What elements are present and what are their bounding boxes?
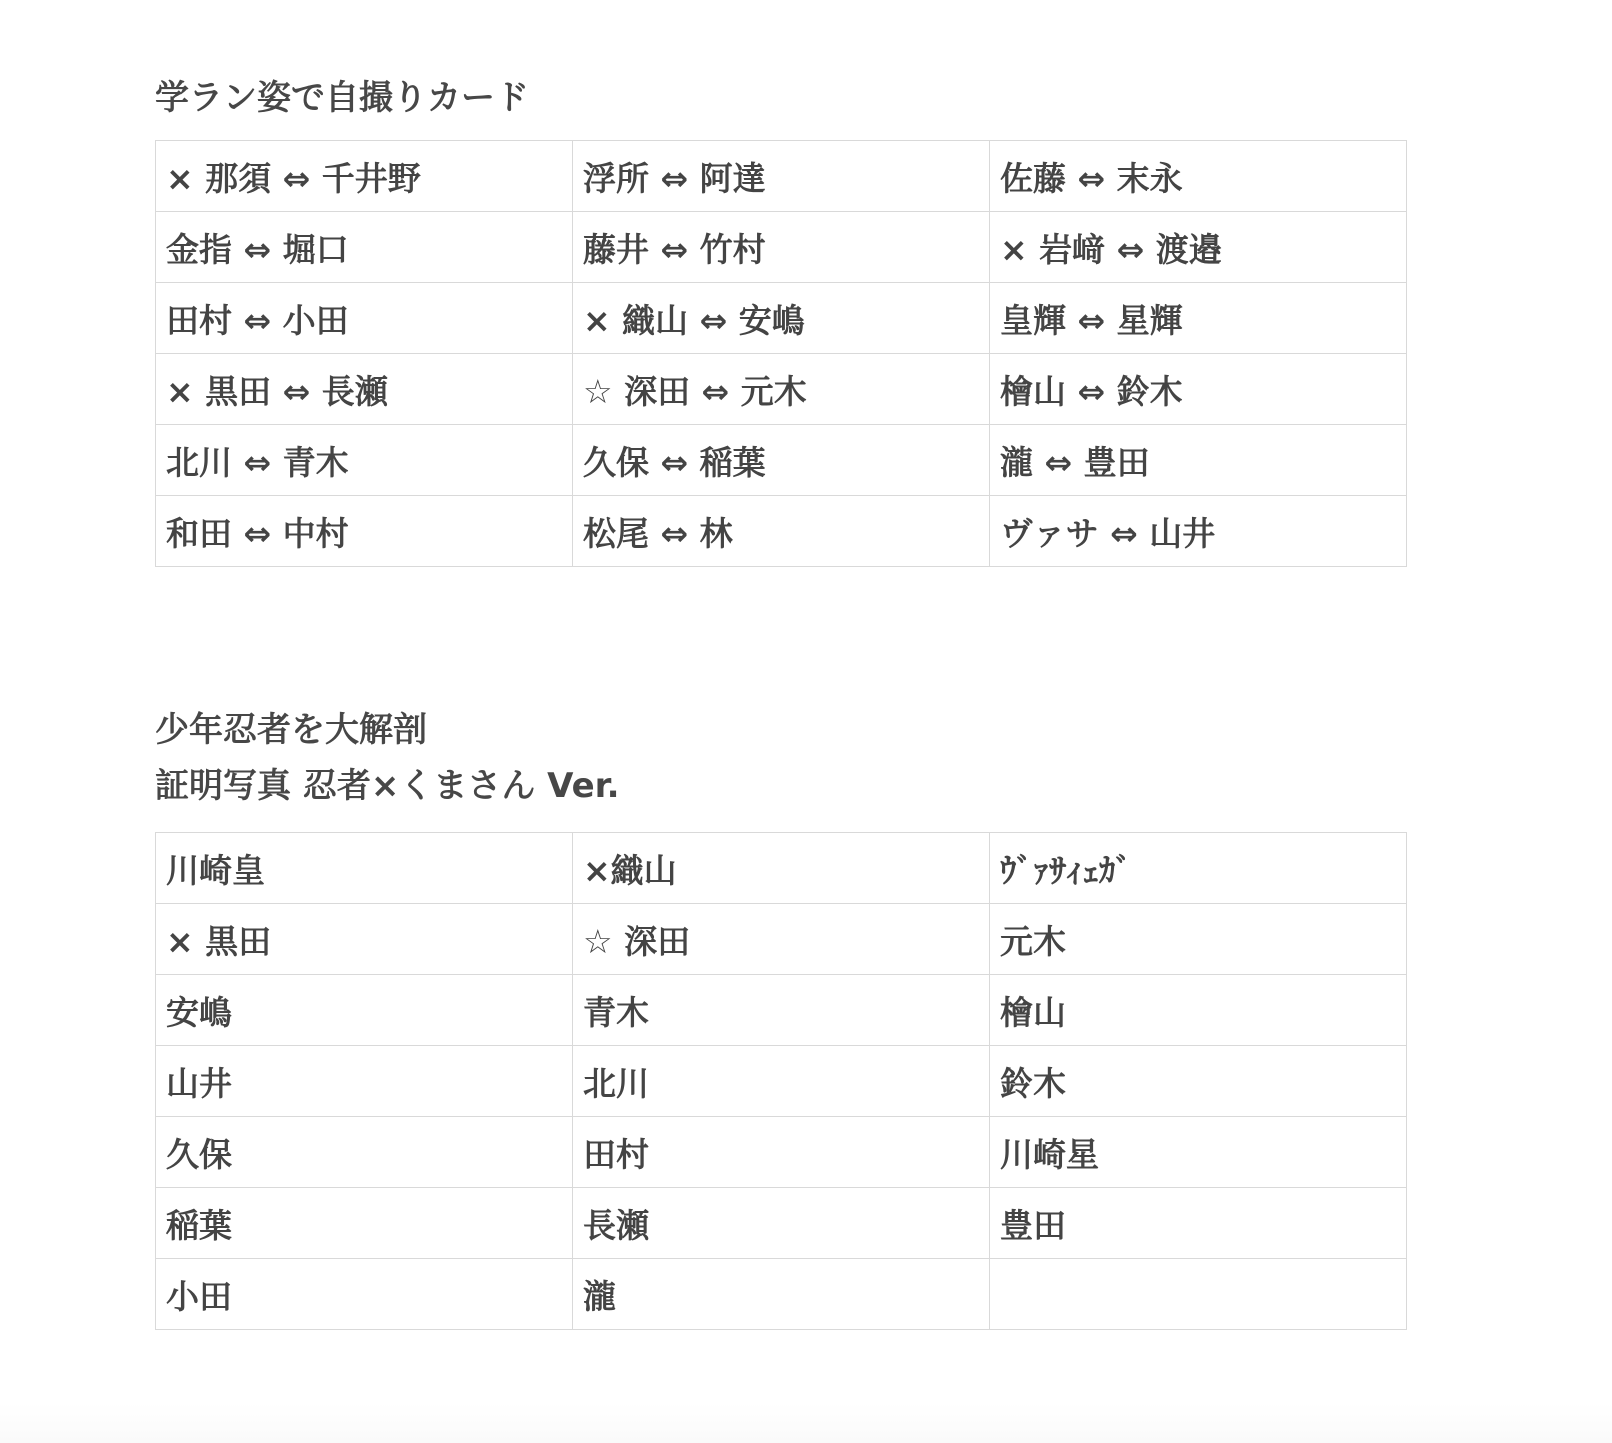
table-cell: ×織山 xyxy=(573,833,990,904)
section-title-line-2: 証明写真 忍者×くまさん Ver. xyxy=(155,766,620,806)
table-cell: 長瀬 xyxy=(573,1188,990,1259)
table-cell: × 岩﨑 ⇔ 渡邉 xyxy=(990,212,1407,283)
table-cell: 小田 xyxy=(156,1259,573,1330)
table-cell: 藤井 ⇔ 竹村 xyxy=(573,212,990,283)
table-cell: 檜山 xyxy=(990,975,1407,1046)
table-row xyxy=(156,904,1407,975)
table-cell: 佐藤 ⇔ 末永 xyxy=(990,141,1407,212)
table-cell: 檜山 ⇔ 鈴木 xyxy=(990,354,1407,425)
table-cell: ｳﾞｧｻｨｪｶﾞ xyxy=(990,833,1407,904)
table-row xyxy=(156,833,1407,904)
table-cell: 金指 ⇔ 堀口 xyxy=(156,212,573,283)
section-title-line-1: 少年忍者を大解剖 xyxy=(155,710,427,750)
table-cell xyxy=(990,1259,1407,1330)
id-photo-table xyxy=(155,832,1407,1330)
table-row xyxy=(156,496,1407,567)
table-cell: 元木 xyxy=(990,904,1407,975)
table-row xyxy=(156,425,1407,496)
table-row xyxy=(156,212,1407,283)
table-cell: × 那須 ⇔ 千井野 xyxy=(156,141,573,212)
table-cell: ☆ 深田 xyxy=(573,904,990,975)
table-cell: 久保 ⇔ 稲葉 xyxy=(573,425,990,496)
selfie-card-table xyxy=(155,140,1407,567)
table-row xyxy=(156,283,1407,354)
table-cell: 川崎皇 xyxy=(156,833,573,904)
section-title: 学ラン姿で自撮りカード xyxy=(155,78,529,118)
table-cell: 安嶋 xyxy=(156,975,573,1046)
table-row xyxy=(156,354,1407,425)
table-row xyxy=(156,1046,1407,1117)
section-selfie-cards xyxy=(155,70,1407,567)
bottom-fade xyxy=(0,1403,1612,1443)
table-cell: 皇輝 ⇔ 星輝 xyxy=(990,283,1407,354)
table-cell: ヴァサ ⇔ 山井 xyxy=(990,496,1407,567)
table-row xyxy=(156,975,1407,1046)
table-cell: 瀧 xyxy=(573,1259,990,1330)
table-cell: 浮所 ⇔ 阿達 xyxy=(573,141,990,212)
table-cell: 松尾 ⇔ 林 xyxy=(573,496,990,567)
table-cell: 北川 ⇔ 青木 xyxy=(156,425,573,496)
table-cell: 北川 xyxy=(573,1046,990,1117)
table-cell: 瀧 ⇔ 豊田 xyxy=(990,425,1407,496)
table-cell: ☆ 深田 ⇔ 元木 xyxy=(573,354,990,425)
table-cell: × 黒田 xyxy=(156,904,573,975)
table-row xyxy=(156,1188,1407,1259)
table-cell: 山井 xyxy=(156,1046,573,1117)
table-cell: 川崎星 xyxy=(990,1117,1407,1188)
table-cell: 和田 ⇔ 中村 xyxy=(156,496,573,567)
table-cell: 田村 ⇔ 小田 xyxy=(156,283,573,354)
table-cell: 鈴木 xyxy=(990,1046,1407,1117)
section-id-photos xyxy=(155,702,1407,1330)
table-row xyxy=(156,1259,1407,1330)
table-cell: 田村 xyxy=(573,1117,990,1188)
table-row xyxy=(156,1117,1407,1188)
table-cell: 久保 xyxy=(156,1117,573,1188)
table-cell: 稲葉 xyxy=(156,1188,573,1259)
table-cell: × 黒田 ⇔ 長瀬 xyxy=(156,354,573,425)
table-cell: 豊田 xyxy=(990,1188,1407,1259)
table-cell: × 織山 ⇔ 安嶋 xyxy=(573,283,990,354)
section-title xyxy=(155,702,1407,814)
table-row xyxy=(156,141,1407,212)
table-cell: 青木 xyxy=(573,975,990,1046)
